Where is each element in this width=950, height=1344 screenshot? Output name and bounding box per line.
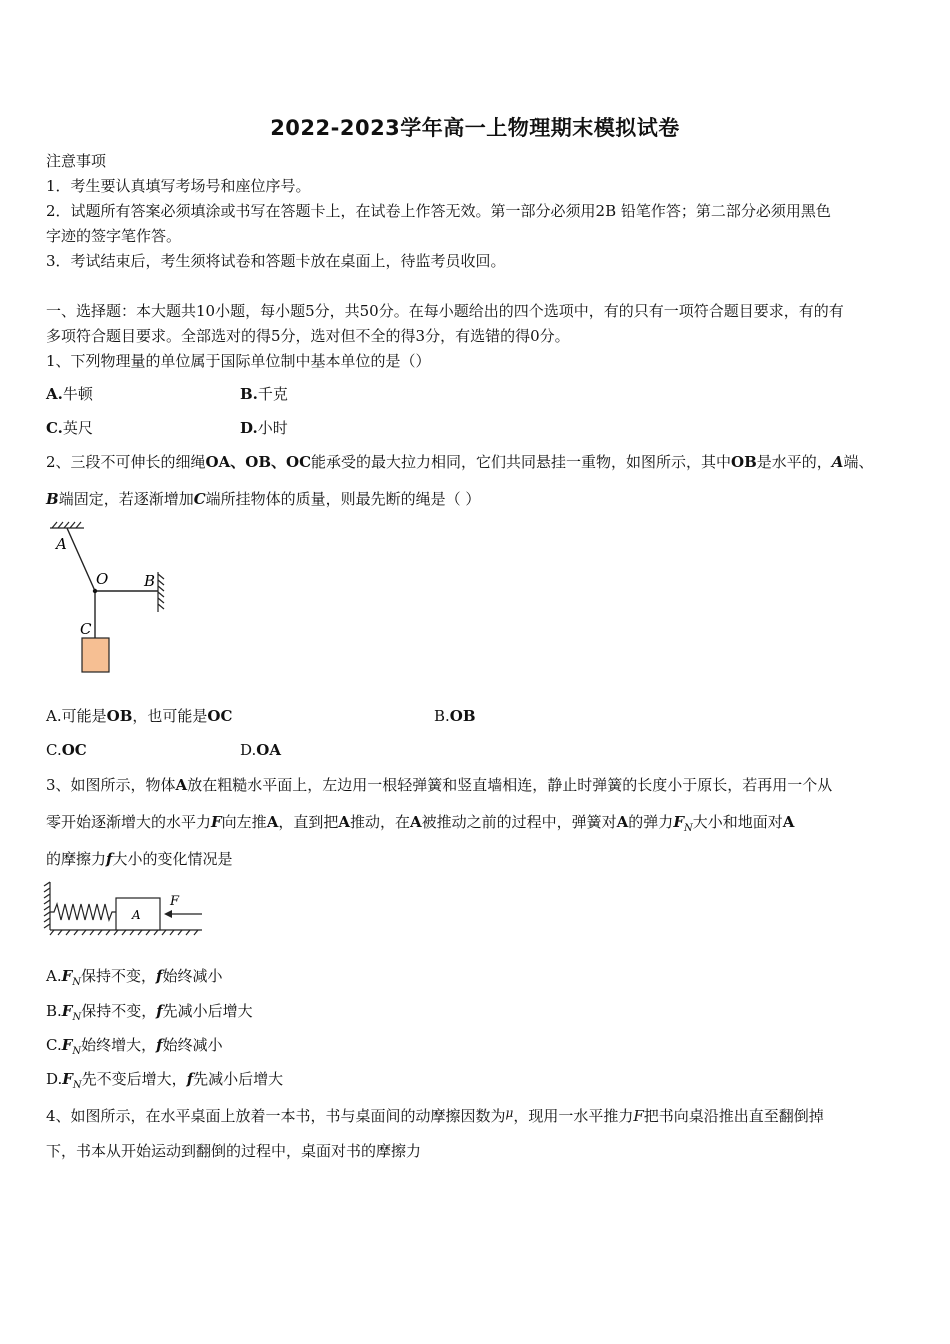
- force-subscript: N: [72, 1046, 82, 1057]
- point-label: A: [831, 453, 844, 471]
- option-text: ，也可能是: [132, 707, 208, 725]
- object-label: A: [410, 813, 422, 831]
- option-text: 先不变后增大，: [81, 1070, 187, 1088]
- force-symbol: F: [61, 1036, 73, 1054]
- option-rope: OB: [449, 707, 476, 725]
- option-letter: A.: [46, 385, 63, 403]
- question-1-option-c: [46, 418, 93, 438]
- option-letter: A.: [46, 967, 62, 985]
- option-rope: OB: [106, 707, 133, 725]
- notice-item-2: 2．试题所有答案必须填涂或书写在答题卡上，在试卷上作答无效。第一部分必须用2B 铅笔作答；第二部分必须用黑色: [46, 202, 831, 220]
- force-symbol: F: [61, 1002, 73, 1020]
- force-subscript: N: [72, 977, 82, 988]
- force-subscript: N: [683, 823, 693, 834]
- point-label: B: [46, 490, 59, 508]
- option-letter: B.: [434, 707, 450, 725]
- option-letter: D.: [240, 419, 258, 437]
- force-symbol: F: [61, 967, 73, 985]
- hanging-block: [82, 638, 109, 672]
- label-o: O: [96, 570, 109, 588]
- rope-labels: OA、OB、OC: [205, 453, 312, 471]
- stem-text: 端所挂物体的质量，则最先断的绳是（ ）: [205, 490, 481, 508]
- question-2-option-c: [46, 740, 87, 760]
- option-text: 始终减小: [162, 1036, 223, 1054]
- stem-text: ，现用一水平推力: [513, 1107, 634, 1125]
- question-1-stem: 1、下列物理量的单位属于国际单位制中基本单位的是（）: [46, 352, 431, 370]
- section-instructions-line2: 多项符合题目要求。全部选对的得5分，选对但不全的得3分，有选错的得0分。: [46, 327, 570, 345]
- question-2-option-a: [46, 706, 232, 726]
- option-text: 始终增大，: [81, 1036, 157, 1054]
- ground-hatch: [50, 930, 202, 935]
- question-1-option-b: [240, 384, 288, 404]
- object-label: A: [782, 813, 795, 831]
- question-2-figure: [44, 520, 174, 680]
- object-label: A: [338, 813, 350, 831]
- option-letter: C.: [46, 741, 62, 759]
- wall-hatch: [44, 882, 50, 930]
- stem-text: 放在粗糙水平面上，左边用一根轻弹簧和竖直墙相连，静止时弹簧的长度小于原长，若再用一个从: [187, 776, 833, 794]
- option-letter: A.: [46, 707, 62, 725]
- option-text: 保持不变，: [81, 967, 157, 985]
- option-text: 英尺: [62, 419, 93, 437]
- stem-text: 大小的变化情况是: [112, 850, 233, 868]
- option-rope: OC: [207, 707, 233, 725]
- label-c: C: [80, 620, 92, 638]
- stem-text: 的弹力: [628, 813, 674, 831]
- question-3-option-a: [46, 966, 223, 993]
- knot-o: [93, 589, 97, 593]
- option-text: 先减小后增大: [193, 1070, 284, 1088]
- stem-text: 把书向桌沿推出直至翻倒掉: [643, 1107, 824, 1125]
- block-label: A: [132, 908, 141, 922]
- option-text: 千克: [257, 385, 288, 403]
- option-letter: D.: [240, 741, 257, 759]
- question-1-option-a: [46, 384, 93, 404]
- question-3-stem-line2: [46, 812, 794, 839]
- stem-text: 零开始逐渐增大的水平力: [46, 813, 212, 831]
- question-3-option-b: [46, 1001, 253, 1028]
- option-rope: OC: [61, 741, 87, 759]
- object-label: A: [175, 776, 188, 794]
- page-title: 2022-2023学年高一上物理期末模拟试卷: [270, 116, 680, 140]
- friction-symbol: f: [156, 1036, 163, 1054]
- option-letter: D.: [46, 1070, 63, 1088]
- question-3-stem-line1: [46, 775, 832, 795]
- question-4-stem-line1: [46, 1103, 824, 1126]
- stem-text: 推动，在: [349, 813, 410, 831]
- wall-hatch: [158, 572, 164, 612]
- ceiling-hatch: [50, 522, 84, 528]
- stem-text: 大小和地面对: [692, 813, 783, 831]
- force-subscript: N: [72, 1080, 82, 1091]
- option-letter: B.: [46, 1002, 62, 1020]
- option-letter: C.: [46, 1036, 62, 1054]
- force-label: F: [170, 894, 180, 909]
- stem-text: 端、: [843, 453, 874, 471]
- option-text: 先减小后增大: [162, 1002, 253, 1020]
- question-3-option-c: [46, 1035, 223, 1062]
- label-b: B: [144, 572, 156, 590]
- option-text: 牛顿: [62, 385, 93, 403]
- label-a: A: [56, 535, 67, 553]
- stem-text: 2、三段不可伸长的细绳: [46, 453, 206, 471]
- stem-text: 被推动之前的过程中，弹簧对: [421, 813, 617, 831]
- force-symbol: F: [211, 813, 222, 831]
- stem-text: 向左推: [221, 813, 267, 831]
- stem-text: 端固定，若逐渐增加: [58, 490, 194, 508]
- notice-item-1: 1．考生要认真填写考场号和座位序号。: [46, 177, 311, 195]
- friction-symbol: f: [186, 1070, 194, 1088]
- friction-symbol: f: [156, 967, 163, 985]
- notice-heading: 注意事项: [46, 152, 107, 170]
- object-label: A: [266, 813, 279, 831]
- stem-text: ，直到把: [278, 813, 339, 831]
- force-arrowhead: [164, 910, 172, 918]
- stem-text: 3、如图所示，物体: [46, 776, 176, 794]
- option-rope: OA: [256, 741, 281, 759]
- option-letter: B.: [240, 385, 258, 403]
- stem-text: 是水平的，: [756, 453, 832, 471]
- question-1-option-d: [240, 418, 288, 438]
- option-letter: C.: [46, 419, 63, 437]
- option-text: 可能是: [61, 707, 107, 725]
- stem-text: 4、如图所示，在水平桌面上放着一本书，书与桌面间的动摩擦因数为: [46, 1107, 506, 1125]
- option-text: 小时: [257, 419, 288, 437]
- question-2-stem-line1: [46, 452, 873, 472]
- force-subscript: N: [72, 1012, 82, 1023]
- section-instructions-line1: 一、选择题：本大题共10小题，每小题5分，共50分。在每小题给出的四个选项中，有的只有一项符合题目要求，有的有: [46, 302, 844, 320]
- question-3-option-d: [46, 1069, 283, 1096]
- question-3-stem-line3: [46, 849, 232, 869]
- force-symbol: F: [633, 1107, 644, 1125]
- point-label: C: [193, 490, 206, 508]
- rope-oa: [67, 528, 95, 591]
- rope-label: OB: [731, 453, 757, 471]
- spring: [50, 904, 116, 920]
- option-text: 始终减小: [162, 967, 223, 985]
- stem-text: 能承受的最大拉力相同，它们共同悬挂一重物，如图所示，其中: [311, 453, 732, 471]
- force-symbol: F: [62, 1070, 73, 1088]
- force-symbol: F: [673, 813, 684, 831]
- question-3-figure: [42, 878, 212, 940]
- option-text: 保持不变，: [81, 1002, 157, 1020]
- question-2-option-d: [240, 740, 281, 760]
- mu-symbol: μ: [505, 1106, 514, 1120]
- notice-item-2-cont: 字迹的签字笔作答。: [46, 227, 182, 245]
- question-2-stem-line2: [46, 489, 480, 509]
- friction-symbol: f: [156, 1002, 163, 1020]
- question-2-option-b: [434, 706, 476, 726]
- stem-text: 的摩擦力: [46, 850, 107, 868]
- notice-item-3: 3．考试结束后，考生须将试卷和答题卡放在桌面上，待监考员收回。: [46, 252, 506, 270]
- question-4-stem-line2: 下，书本从开始运动到翻倒的过程中，桌面对书的摩擦力: [46, 1142, 422, 1160]
- friction-symbol: f: [106, 850, 113, 868]
- object-label: A: [616, 813, 629, 831]
